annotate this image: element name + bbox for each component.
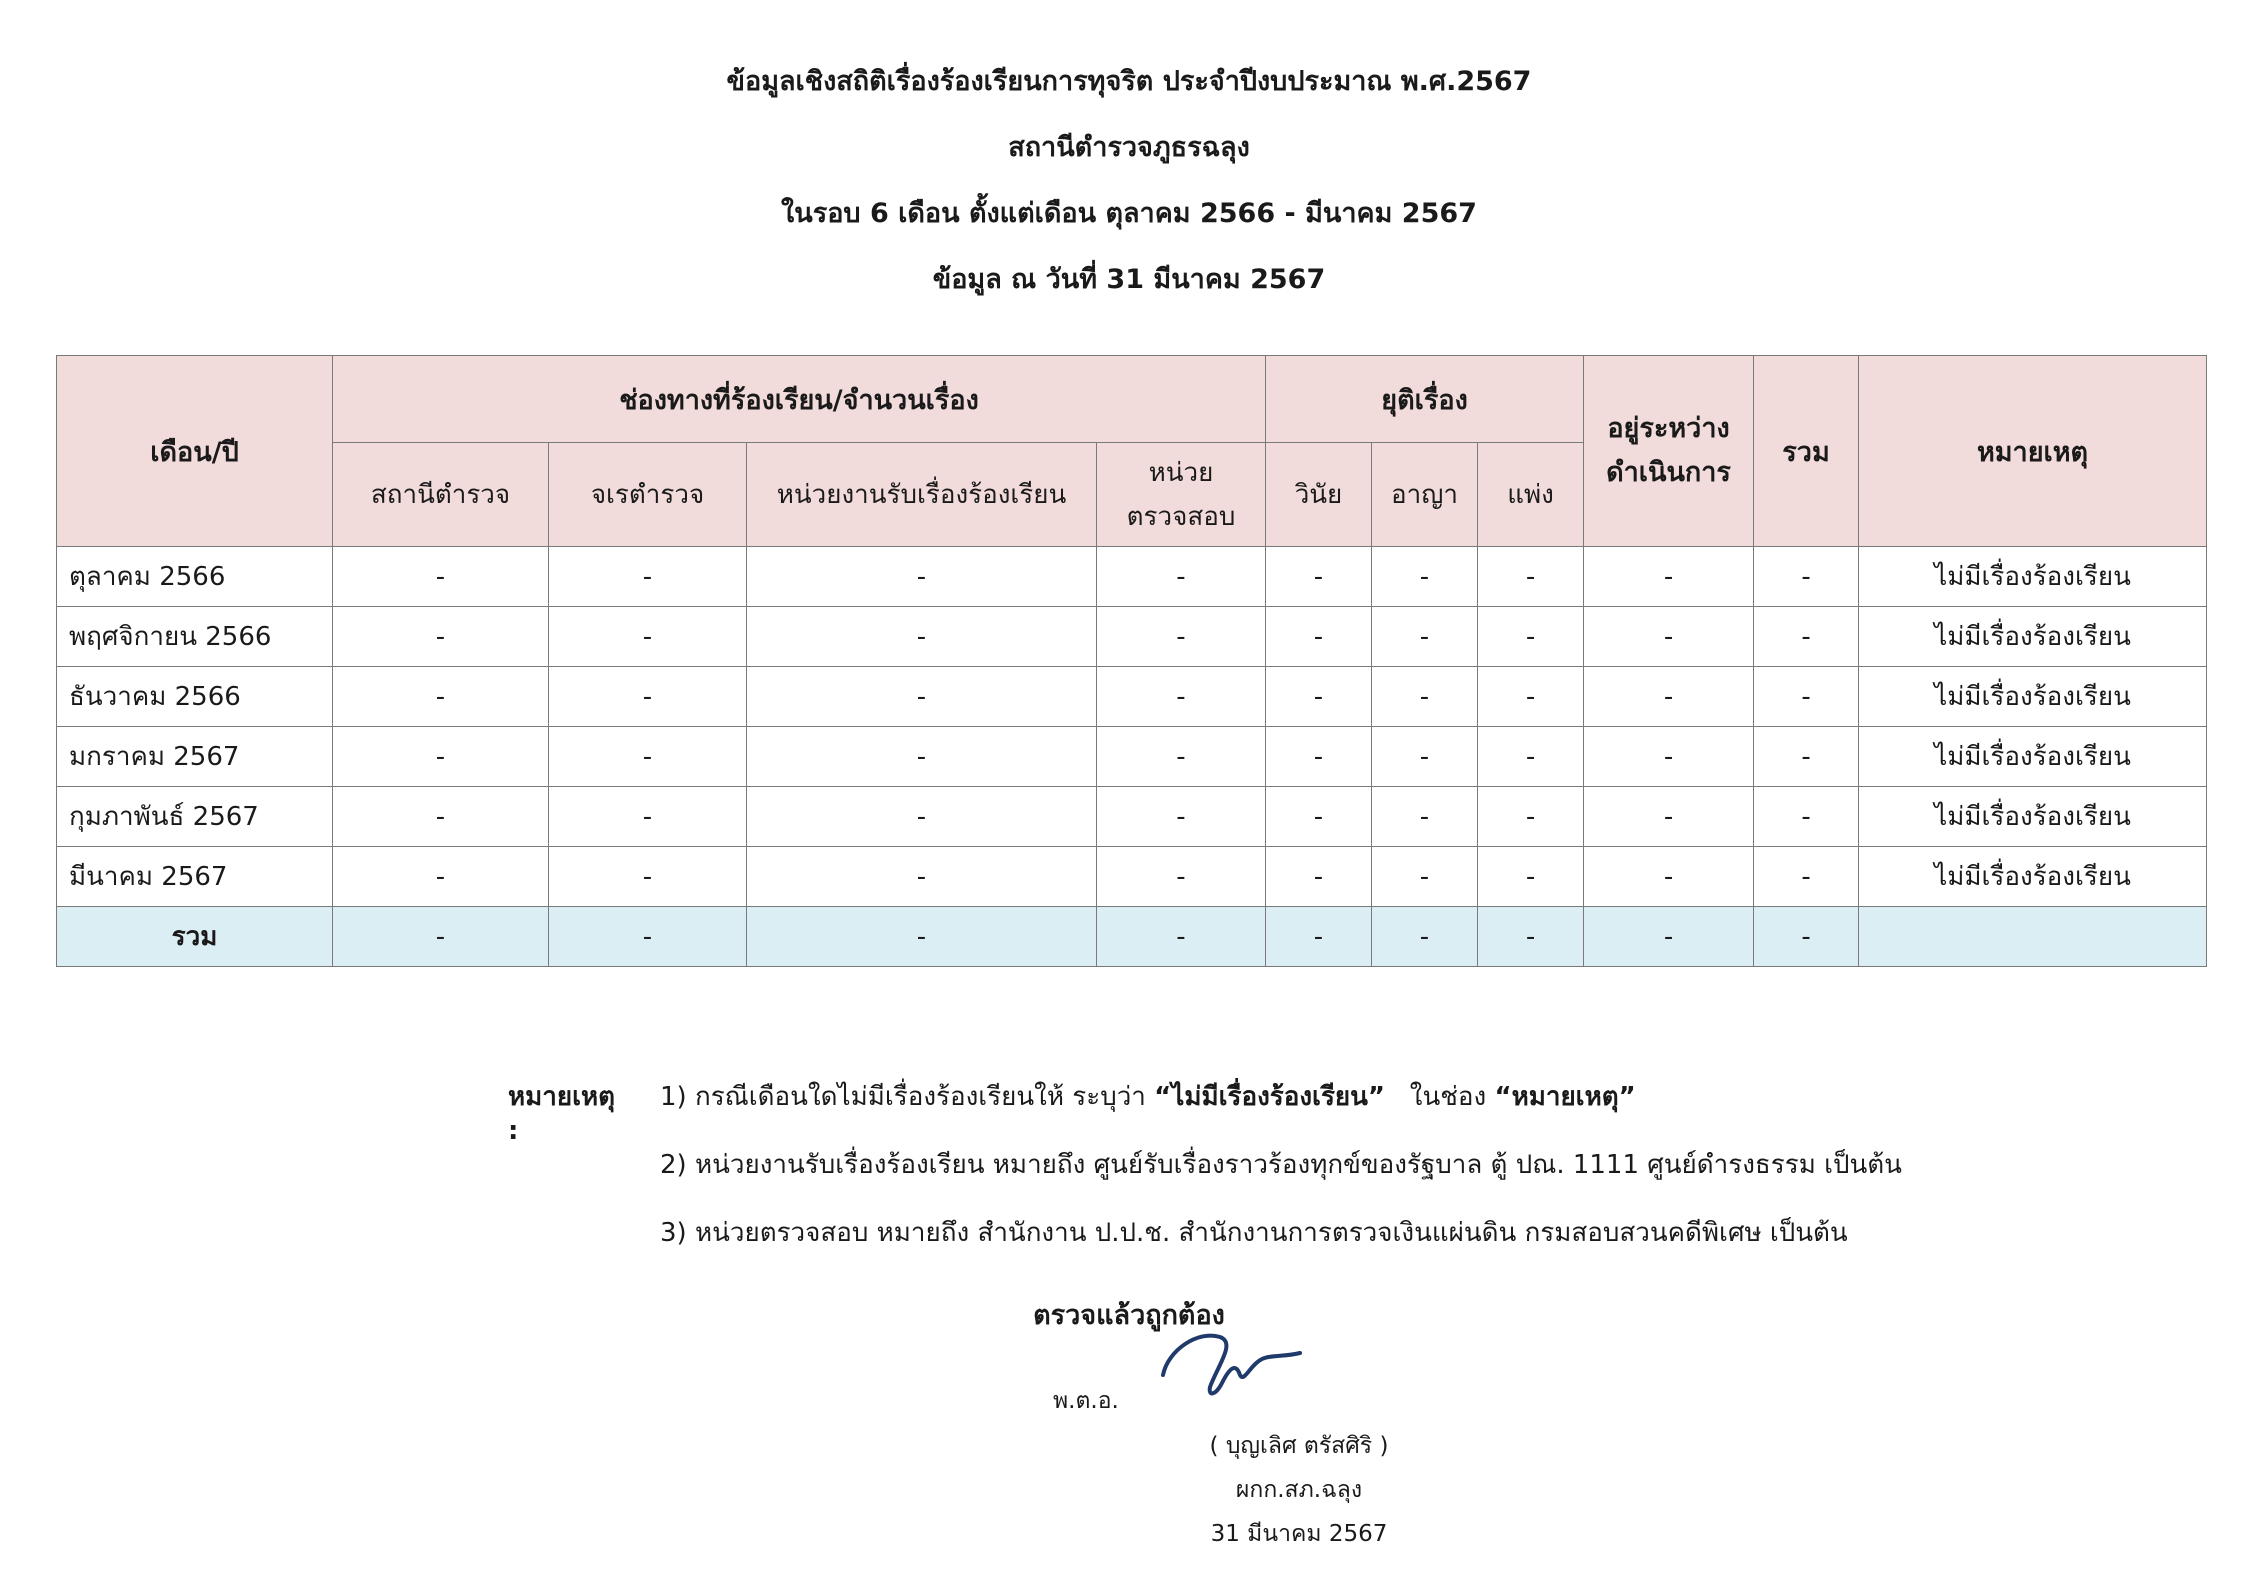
cell-civil: - (1478, 547, 1584, 607)
note-1-prefix: 1) กรณีเดือนใดไม่มีเรื่องร้องเรียนให้ ระบุว่า (660, 1082, 1155, 1112)
handwritten-signature (1158, 1325, 1308, 1405)
cell-total: - (1754, 907, 1859, 967)
cell-audit-agency: - (1097, 907, 1266, 967)
table-row (57, 547, 2207, 607)
cell-audit-agency: - (1097, 607, 1266, 667)
cell-remark: ไม่มีเรื่องร้องเรียน (1859, 607, 2207, 667)
cell-in-progress: - (1584, 547, 1754, 607)
cell-police-station: - (333, 907, 549, 967)
cell-complaint-agency: - (747, 727, 1097, 787)
cell-in-progress: - (1584, 607, 1754, 667)
cell-remark (1859, 907, 2207, 967)
header-resolved: ยุติเรื่อง (1266, 356, 1584, 443)
cell-criminal: - (1372, 787, 1478, 847)
signer-name: ( บุญเลิศ ตรัสศิริ ) (1209, 1433, 1389, 1459)
cell-police-inspector: - (549, 907, 747, 967)
cell-remark: ไม่มีเรื่องร้องเรียน (1859, 847, 2207, 907)
cell-police-inspector: - (549, 667, 747, 727)
note-1-quote-2: “หมายเหตุ” (1494, 1082, 1636, 1112)
cell-in-progress: - (1584, 667, 1754, 727)
cell-complaint-agency: - (747, 607, 1097, 667)
cell-complaint-agency: - (747, 907, 1097, 967)
verified-label: ตรวจแล้วถูกต้อง (1033, 1300, 1225, 1331)
title-line-4: ข้อมูล ณ วันที่ 31 มีนาคม 2567 (932, 264, 1326, 295)
header-resolved-discipline: วินัย (1266, 443, 1372, 547)
cell-complaint-agency: - (747, 847, 1097, 907)
cell-civil: - (1478, 727, 1584, 787)
cell-police-inspector: - (549, 547, 747, 607)
header-channel-audit-agency (1097, 443, 1266, 547)
cell-audit-agency: - (1097, 787, 1266, 847)
cell-criminal: - (1372, 547, 1478, 607)
cell-total: - (1754, 667, 1859, 727)
title-line-2: สถานีตำรวจภูธรฉลุง (1008, 132, 1250, 163)
header-resolved-criminal: อาญา (1372, 443, 1478, 547)
cell-civil: - (1478, 847, 1584, 907)
cell-audit-agency: - (1097, 547, 1266, 607)
cell-audit-agency: - (1097, 667, 1266, 727)
cell-criminal: - (1372, 847, 1478, 907)
header-in-progress-line1: อยู่ระหว่าง (1607, 413, 1730, 444)
cell-police-inspector: - (549, 787, 747, 847)
cell-police-inspector: - (549, 607, 747, 667)
cell-police-station: - (333, 667, 549, 727)
cell-month: มกราคม 2567 (57, 727, 333, 787)
cell-month: มีนาคม 2567 (57, 847, 333, 907)
cell-remark: ไม่มีเรื่องร้องเรียน (1859, 787, 2207, 847)
cell-remark: ไม่มีเรื่องร้องเรียน (1859, 547, 2207, 607)
cell-total: - (1754, 607, 1859, 667)
complaint-statistics-table (56, 355, 2207, 967)
table-row (57, 847, 2207, 907)
cell-total: - (1754, 787, 1859, 847)
cell-discipline: - (1266, 847, 1372, 907)
cell-audit-agency: - (1097, 847, 1266, 907)
cell-criminal: - (1372, 907, 1478, 967)
signer-rank: พ.ต.อ. (1053, 1388, 1119, 1414)
header-channel-police-inspector: จเรตำรวจ (549, 443, 747, 547)
header-channel-police-station: สถานีตำรวจ (333, 443, 549, 547)
header-resolved-civil: แพ่ง (1478, 443, 1584, 547)
header-channel-complaint-agency: หน่วยงานรับเรื่องร้องเรียน (747, 443, 1097, 547)
cell-civil: - (1478, 607, 1584, 667)
cell-in-progress: - (1584, 727, 1754, 787)
header-in-progress-line2: ดำเนินการ (1606, 457, 1731, 488)
cell-criminal: - (1372, 727, 1478, 787)
cell-in-progress: - (1584, 847, 1754, 907)
signer-position: ผกก.สภ.ฉลุง (1235, 1477, 1363, 1503)
header-audit-line1: หน่วย (1148, 457, 1214, 488)
cell-discipline: - (1266, 667, 1372, 727)
header-month: เดือน/ปี (57, 356, 333, 547)
cell-discipline: - (1266, 727, 1372, 787)
cell-police-station: - (333, 607, 549, 667)
notes-label: หมายเหตุ : (508, 1082, 616, 1146)
cell-remark: ไม่มีเรื่องร้องเรียน (1859, 667, 2207, 727)
note-1-quote-1: “ไม่มีเรื่องร้องเรียน” (1154, 1082, 1385, 1112)
cell-discipline: - (1266, 787, 1372, 847)
table-row (57, 727, 2207, 787)
cell-police-station: - (333, 727, 549, 787)
cell-remark: ไม่มีเรื่องร้องเรียน (1859, 727, 2207, 787)
cell-month: กุมภาพันธ์ 2567 (57, 787, 333, 847)
cell-criminal: - (1372, 607, 1478, 667)
cell-total: - (1754, 727, 1859, 787)
cell-total: - (1754, 547, 1859, 607)
cell-month: ตุลาคม 2566 (57, 547, 333, 607)
cell-month: ธันวาคม 2566 (57, 667, 333, 727)
signed-date: 31 มีนาคม 2567 (1210, 1521, 1388, 1547)
cell-civil: - (1478, 907, 1584, 967)
cell-police-inspector: - (549, 727, 747, 787)
cell-audit-agency: - (1097, 727, 1266, 787)
title-line-1: ข้อมูลเชิงสถิติเรื่องร้องเรียนการทุจริต ประจำปีงบประมาณ พ.ศ.2567 (726, 66, 1532, 97)
cell-discipline: - (1266, 547, 1372, 607)
note-2-text: 2) หน่วยงานรับเรื่องร้องเรียน หมายถึง ศูนย์รับเรื่องราวร้องทุกข์ของรัฐบาล ตู้ ปณ. 1111 ศูนย์ดำรงธรรม เป็นต้น (660, 1150, 1902, 1180)
note-1-text (660, 1080, 1636, 1114)
table-total-row (57, 907, 2207, 967)
table-row (57, 607, 2207, 667)
cell-in-progress: - (1584, 787, 1754, 847)
cell-in-progress: - (1584, 907, 1754, 967)
cell-discipline: - (1266, 907, 1372, 967)
header-audit-line2: ตรวจสอบ (1126, 501, 1236, 532)
cell-police-station: - (333, 547, 549, 607)
title-line-3: ในรอบ 6 เดือน ตั้งแต่เดือน ตุลาคม 2566 - มีนาคม 2567 (781, 198, 1477, 229)
cell-discipline: - (1266, 607, 1372, 667)
cell-total-label: รวม (57, 907, 333, 967)
cell-civil: - (1478, 787, 1584, 847)
header-remark: หมายเหตุ (1859, 356, 2207, 547)
header-in-progress (1584, 356, 1754, 547)
note-1-middle: ในช่อง (1385, 1082, 1495, 1112)
header-total: รวม (1754, 356, 1859, 547)
cell-police-station: - (333, 847, 549, 907)
cell-month: พฤศจิกายน 2566 (57, 607, 333, 667)
cell-criminal: - (1372, 667, 1478, 727)
table-row (57, 667, 2207, 727)
header-channels: ช่องทางที่ร้องเรียน/จำนวนเรื่อง (333, 356, 1266, 443)
note-3-text: 3) หน่วยตรวจสอบ หมายถึง สำนักงาน ป.ป.ช. สำนักงานการตรวจเงินแผ่นดิน กรมสอบสวนคดีพิเศษ เป็นต้น (660, 1218, 1848, 1248)
cell-complaint-agency: - (747, 787, 1097, 847)
cell-total: - (1754, 847, 1859, 907)
table-row (57, 787, 2207, 847)
cell-police-station: - (333, 787, 549, 847)
document-header (0, 60, 2258, 324)
cell-police-inspector: - (549, 847, 747, 907)
cell-complaint-agency: - (747, 547, 1097, 607)
cell-civil: - (1478, 667, 1584, 727)
cell-complaint-agency: - (747, 667, 1097, 727)
